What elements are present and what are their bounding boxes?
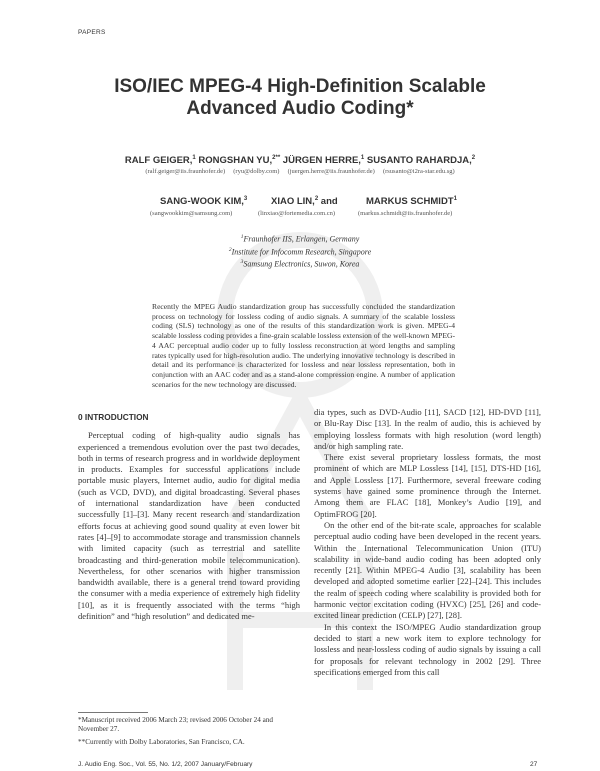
page-number: 27 [530,761,538,768]
footnote-rule [78,712,148,713]
paragraph: Perceptual coding of high-quality audio signals has experienced a tremendous evolution over the past two decades, both in terms of research progress and in worldwide deployment in products. Examples for successful applications include portable music players, Internet audio, audio for digital media (such as VCD, DVD), and digital broadcasting. Several phases of international standardization have been conducted successfully [1]–[3]. Many recent research and standardization efforts focus at achieving good sound quality at even lower bit rates [4]–[9] to accommodate storage and transmission channels with limited capacity (such as terrestrial and satellite broadcasting and third-generation mobile telecommunication). Nevertheless, for other scenarios with higher transmission bandwidth available, there is a general trend toward providing the consumer with a media experience of extremely high fidelity [10], as it is frequently associated with the terms “high definition” and “high resolution” and dedicated me- [78,430,300,622]
right-column [314,407,541,678]
email-schmidt: (markus.schmidt@iis.fraunhofer.de) [358,210,453,217]
left-column [78,412,300,622]
author-kim: SANG-WOOK KIM,$^3$ [160,196,248,208]
paragraph: On the other end of the bit-rate scale, approaches for scalable perceptual audio coding have been developed in the recent years. Within the International Telecommunication Union (ITU) scalability in wide-band audio coding has been adopted only recently [21]. Within MPEG-4 Audio [3], scalability has been developed and adopted sometime earlier [22]–[24]. This includes the realm of speech coding where scalability is provided both for harmonic vector excitation coding (HVXC) [25], [26] and code-excited linear prediction (CELP) [27], [28]. [314,519,541,621]
footnote-affiliation: **Currently with Dolby Laboratories, San Francisco, CA. [78,738,245,746]
author-lin: XIAO LIN,$^2$ and [271,196,338,208]
abstract: Recently the MPEG Audio standardization group has successfully concluded the standardization process on technology for lossless coding of audio signals. A summary of the scalable lossless coding (SLS) technology as one of the results of this standardization work is given. MPEG-4 scalable lossless coding provides a fine-grain scalable lossless extension of the well-known MPEG-4 AAC perceptual audio coder up to fully lossless reconstruction at word lengths and sampling rates typically used for high-resolution audio. The underlying innovative technology is described in detail and its performance is characterized for lossless and near lossless representation, both in conjunction with an AAC coder and as a stand-alone compression engine. A number of application scenarios for the new technology are discussed. [152,302,455,389]
email-lin: (linxiao@fortemedia.com.cn) [258,210,336,217]
running-header: PAPERS [78,29,106,36]
section-heading: 0 INTRODUCTION [78,412,149,422]
author-emails-row-1: (ralf.geiger@iis.fraunhofer.de) (ryu@dolby.com) (juergen.herre@iis.fraunhofer.de) (rsusanto@i2ra-star.edu.sg) [145,168,455,175]
footnote-manuscript: *Manuscript received 2006 March 23; revised 2006 October 24 and November 27. [78,716,274,734]
author-list-row-1: RALF GEIGER,$^1$ RONGSHAN YU,$^{2**}$ JÜRGEN HERRE,$^1$ SUSANTO RAHARDJA,$^2$ [124,155,476,167]
paragraph: There exist several proprietary lossless formats, the most prominent of which are MLP Lossless [14], [15], DTS-HD [16], and Apple Lossless [17]. Furthermore, several freeware coding systems have gained some prominence through the Internet. Among them are FLAC [18], Monkey’s Audio [19], and OptimFROG [20]. [314,452,541,519]
affiliations: $^1$Fraunhofer IIS, Erlangen, Germany $^2$Institute for Infocomm Research, Singapore $^3$Samsung Electronics, Suwon, Korea [228,234,372,269]
paragraph: In this context the ISO/MPEG Audio standardization group decided to start a new work item to explore technology for lossless and near-lossless coding of audio signals by issuing a call for proposals for relevant technology in 2002 [29]. Three specifications emerged from this call [314,621,541,677]
paper-title: ISO/IEC MPEG-4 High-Definition Scalable Advanced Audio Coding* [114,76,486,119]
paragraph: dia types, such as DVD-Audio [11], SACD [12], HD-DVD [11], or Blu-Ray Disc [13]. In the realm of audio, this is achieved by employing lossless formats with high resolution (word length) and/or high sampling rate. [314,407,541,451]
email-kim: (sangwookkim@samsung.com) [150,210,233,217]
journal-footer: J. Audio Eng. Soc., Vol. 55, No. 1/2, 2007 January/February [78,761,253,768]
author-schmidt: MARKUS SCHMIDT$^1$ [366,196,457,208]
